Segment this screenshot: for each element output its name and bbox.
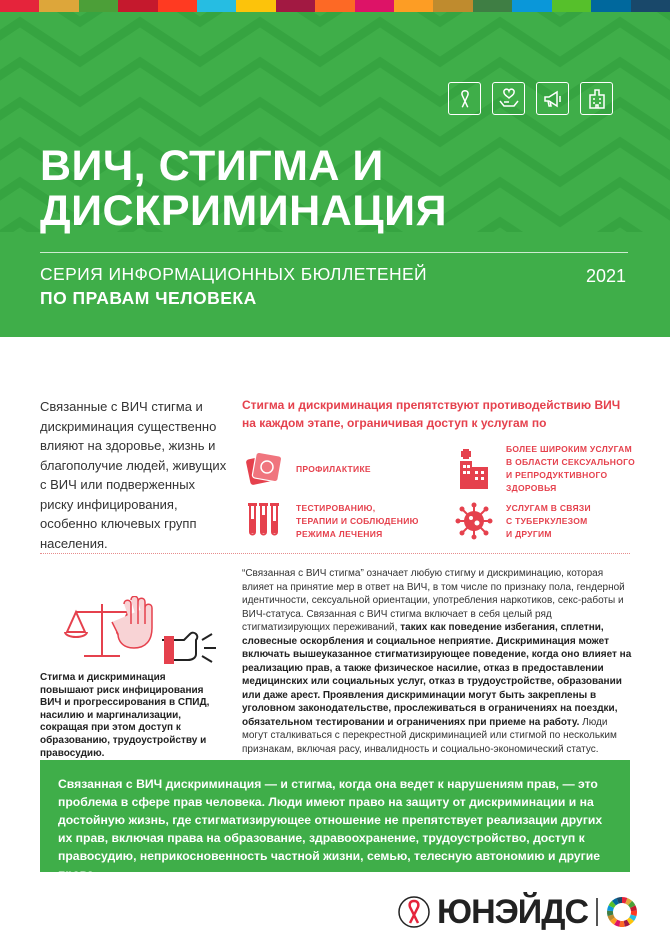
color-segment xyxy=(79,0,118,12)
theme-icons xyxy=(448,82,613,115)
service-label: ПРОФИЛАКТИКЕ xyxy=(296,463,371,474)
body-text-plain: “Связанная с ВИЧ стигма” означает любую стигму и дискриминацию, которая влияет на принятие мер в ответ на ВИЧ, в том числе по признаку пола, гендерной идентичности, сексуальной ориентации, употребления наркотиков, секс-работы и ВИЧ-статуса. Связанная с ВИЧ стигма включает в себя целый ряд стигматизирующих переживаний, xyxy=(242,568,625,633)
series-subtitle: ПО ПРАВАМ ЧЕЛОВЕКА xyxy=(40,288,257,308)
color-segment xyxy=(433,0,472,12)
color-segment xyxy=(355,0,394,12)
color-segment xyxy=(197,0,236,12)
color-segment xyxy=(158,0,197,12)
publication-year: 2021 xyxy=(586,266,627,286)
callout-text: Связанная с ВИЧ дискриминация — и стигма, когда она ведет к нарушениям прав, — это проблема в сфере прав человека. Люди имеют право на защиту от дискриминации и на достойную жизнь, где стигматизирующее отношение не препятствует реализации других их прав, включая права на образование, здравоохранение, трудоустройство, доступ к правосудию, неприкосновенность частной жизни, семью, телесную автономию и другие права. xyxy=(58,777,603,881)
series-title: СЕРИЯ ИНФОРМАЦИОННЫХ БЮЛЛЕТЕНЕЙ xyxy=(40,264,428,284)
megaphone-icon xyxy=(536,82,569,115)
service-srh xyxy=(452,443,635,495)
service-label: УСЛУГАМ В СВЯЗИ С ТУБЕРКУЛЕЗОМ И ДРУГИМ xyxy=(506,502,591,539)
callout-box xyxy=(40,760,630,881)
hospital-icon xyxy=(452,447,496,491)
condom-icon xyxy=(242,447,286,491)
color-segment xyxy=(591,0,630,12)
color-segment xyxy=(552,0,591,12)
body-text-plain-end: Люди могут сталкиваться с перекрестной дискриминацией или стигмой по нескольким признакам, включая расу, инвалидность и социально-экономический статус. xyxy=(242,716,617,755)
footer-separator xyxy=(596,898,598,926)
footer-logo xyxy=(397,892,638,932)
color-segment xyxy=(0,0,39,12)
intro-text: Связанные с ВИЧ стигма и дискриминация существенно влияют на здоровье, жизнь и благополучие людей, живущих с ВИЧ или подверженных риску инфицирования, особенно ключевых групп населения. xyxy=(40,399,227,551)
color-segment xyxy=(631,0,670,12)
color-segment xyxy=(394,0,433,12)
service-label: ТЕСТИРОВАНИЮ, ТЕРАПИИ И СОБЛЮДЕНИЮ РЕЖИМА ЛЕЧЕНИЯ xyxy=(296,502,419,539)
service-label: БОЛЕЕ ШИРОКИМ УСЛУГАМ В ОБЛАСТИ СЕКСУАЛЬНОГО И РЕПРОДУКТИВНОГО ЗДОРОВЬЯ xyxy=(506,444,636,493)
section-divider xyxy=(40,553,630,554)
header-divider xyxy=(40,252,628,253)
scales-and-hand-illustration xyxy=(64,596,219,668)
side-note: Стигма и дискриминация повышают риск инфицирования ВИЧ и прогрессирования в СПИД, насилию и маргинализации, сокращая при этом доступ к образованию, трудоустройству и правосудию. xyxy=(40,672,210,759)
ribbon-icon xyxy=(448,82,481,115)
title-line-2: ДИСКРИМИНАЦИЯ xyxy=(40,187,447,235)
color-segment xyxy=(276,0,315,12)
title-line-1: ВИЧ, СТИГМА И xyxy=(40,142,384,190)
body-text-bold: таких как поведение избегания, сплетни, словесные оскорбления и социальное неприятие. Дискриминация может включать вышеуказанное стигматизирующее поведение, когда оно влияет на реализацию прав, а также физическое насилие, отказ в предоставлении медицинских или социальных услуг, отказ в трудоустройстве, образовании или даже арест. Проявления дискриминации могут быть закреплены в уголовном законодательстве, прослеживаться в ограничениях на поездки, обязательном тестировании и ограничениях при приеме на работу. xyxy=(242,622,632,728)
sdg-wheel-icon xyxy=(606,896,638,928)
brand-name: ЮНЭЙДС xyxy=(437,892,589,931)
services-title: Стигма и дискриминация препятствуют противодействию ВИЧ на каждом этапе, ограничивая доступ к услугам по xyxy=(242,398,621,430)
header-banner xyxy=(0,12,670,337)
bacteria-icon xyxy=(452,499,496,543)
service-tb xyxy=(452,499,591,543)
page-title xyxy=(40,144,600,234)
color-segment xyxy=(236,0,275,12)
building-icon xyxy=(580,82,613,115)
test-tubes-icon xyxy=(242,499,286,543)
unaids-emblem-icon xyxy=(397,895,431,929)
heart-hands-icon xyxy=(492,82,525,115)
sdg-color-bar xyxy=(0,0,670,12)
service-prevention xyxy=(242,447,371,491)
color-segment xyxy=(315,0,354,12)
service-testing xyxy=(242,499,419,543)
definition-paragraph xyxy=(242,567,632,756)
color-segment xyxy=(512,0,551,12)
color-segment xyxy=(473,0,512,12)
color-segment xyxy=(118,0,157,12)
color-segment xyxy=(39,0,78,12)
